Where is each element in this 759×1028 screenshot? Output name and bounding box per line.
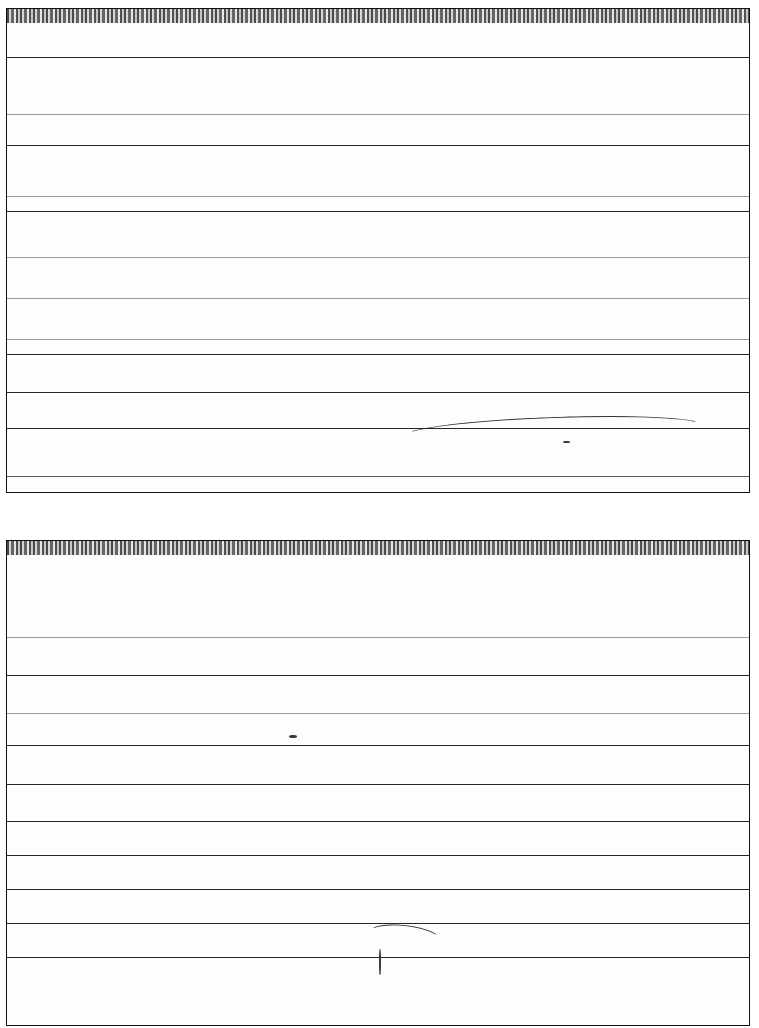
rule-line — [7, 114, 749, 115]
ink-speck — [289, 735, 297, 738]
rule-line — [7, 392, 749, 393]
rule-line — [7, 855, 749, 856]
torn-edge-top — [7, 9, 749, 23]
ink-speck — [379, 949, 381, 975]
rule-line — [7, 211, 749, 212]
rule-line — [7, 957, 749, 958]
rule-line — [7, 784, 749, 785]
pen-arc — [366, 921, 442, 953]
rule-line — [7, 923, 749, 924]
rule-line — [7, 476, 749, 477]
pen-arc — [403, 412, 706, 451]
rule-line — [7, 298, 749, 299]
rule-line — [7, 745, 749, 746]
rule-line — [7, 196, 749, 197]
catalog-card-bottom — [6, 540, 750, 1026]
rule-line — [7, 428, 327, 429]
rule-line — [7, 637, 749, 638]
torn-edge-top — [7, 541, 749, 555]
rule-line — [7, 675, 749, 676]
rule-line — [7, 57, 749, 58]
rule-line — [7, 889, 749, 890]
catalog-card-top — [6, 8, 750, 493]
rule-line — [7, 713, 749, 714]
rule-line — [7, 257, 749, 258]
rule-line — [7, 821, 749, 822]
rule-line — [7, 354, 749, 355]
rule-line — [7, 339, 749, 340]
rule-line — [7, 145, 749, 146]
